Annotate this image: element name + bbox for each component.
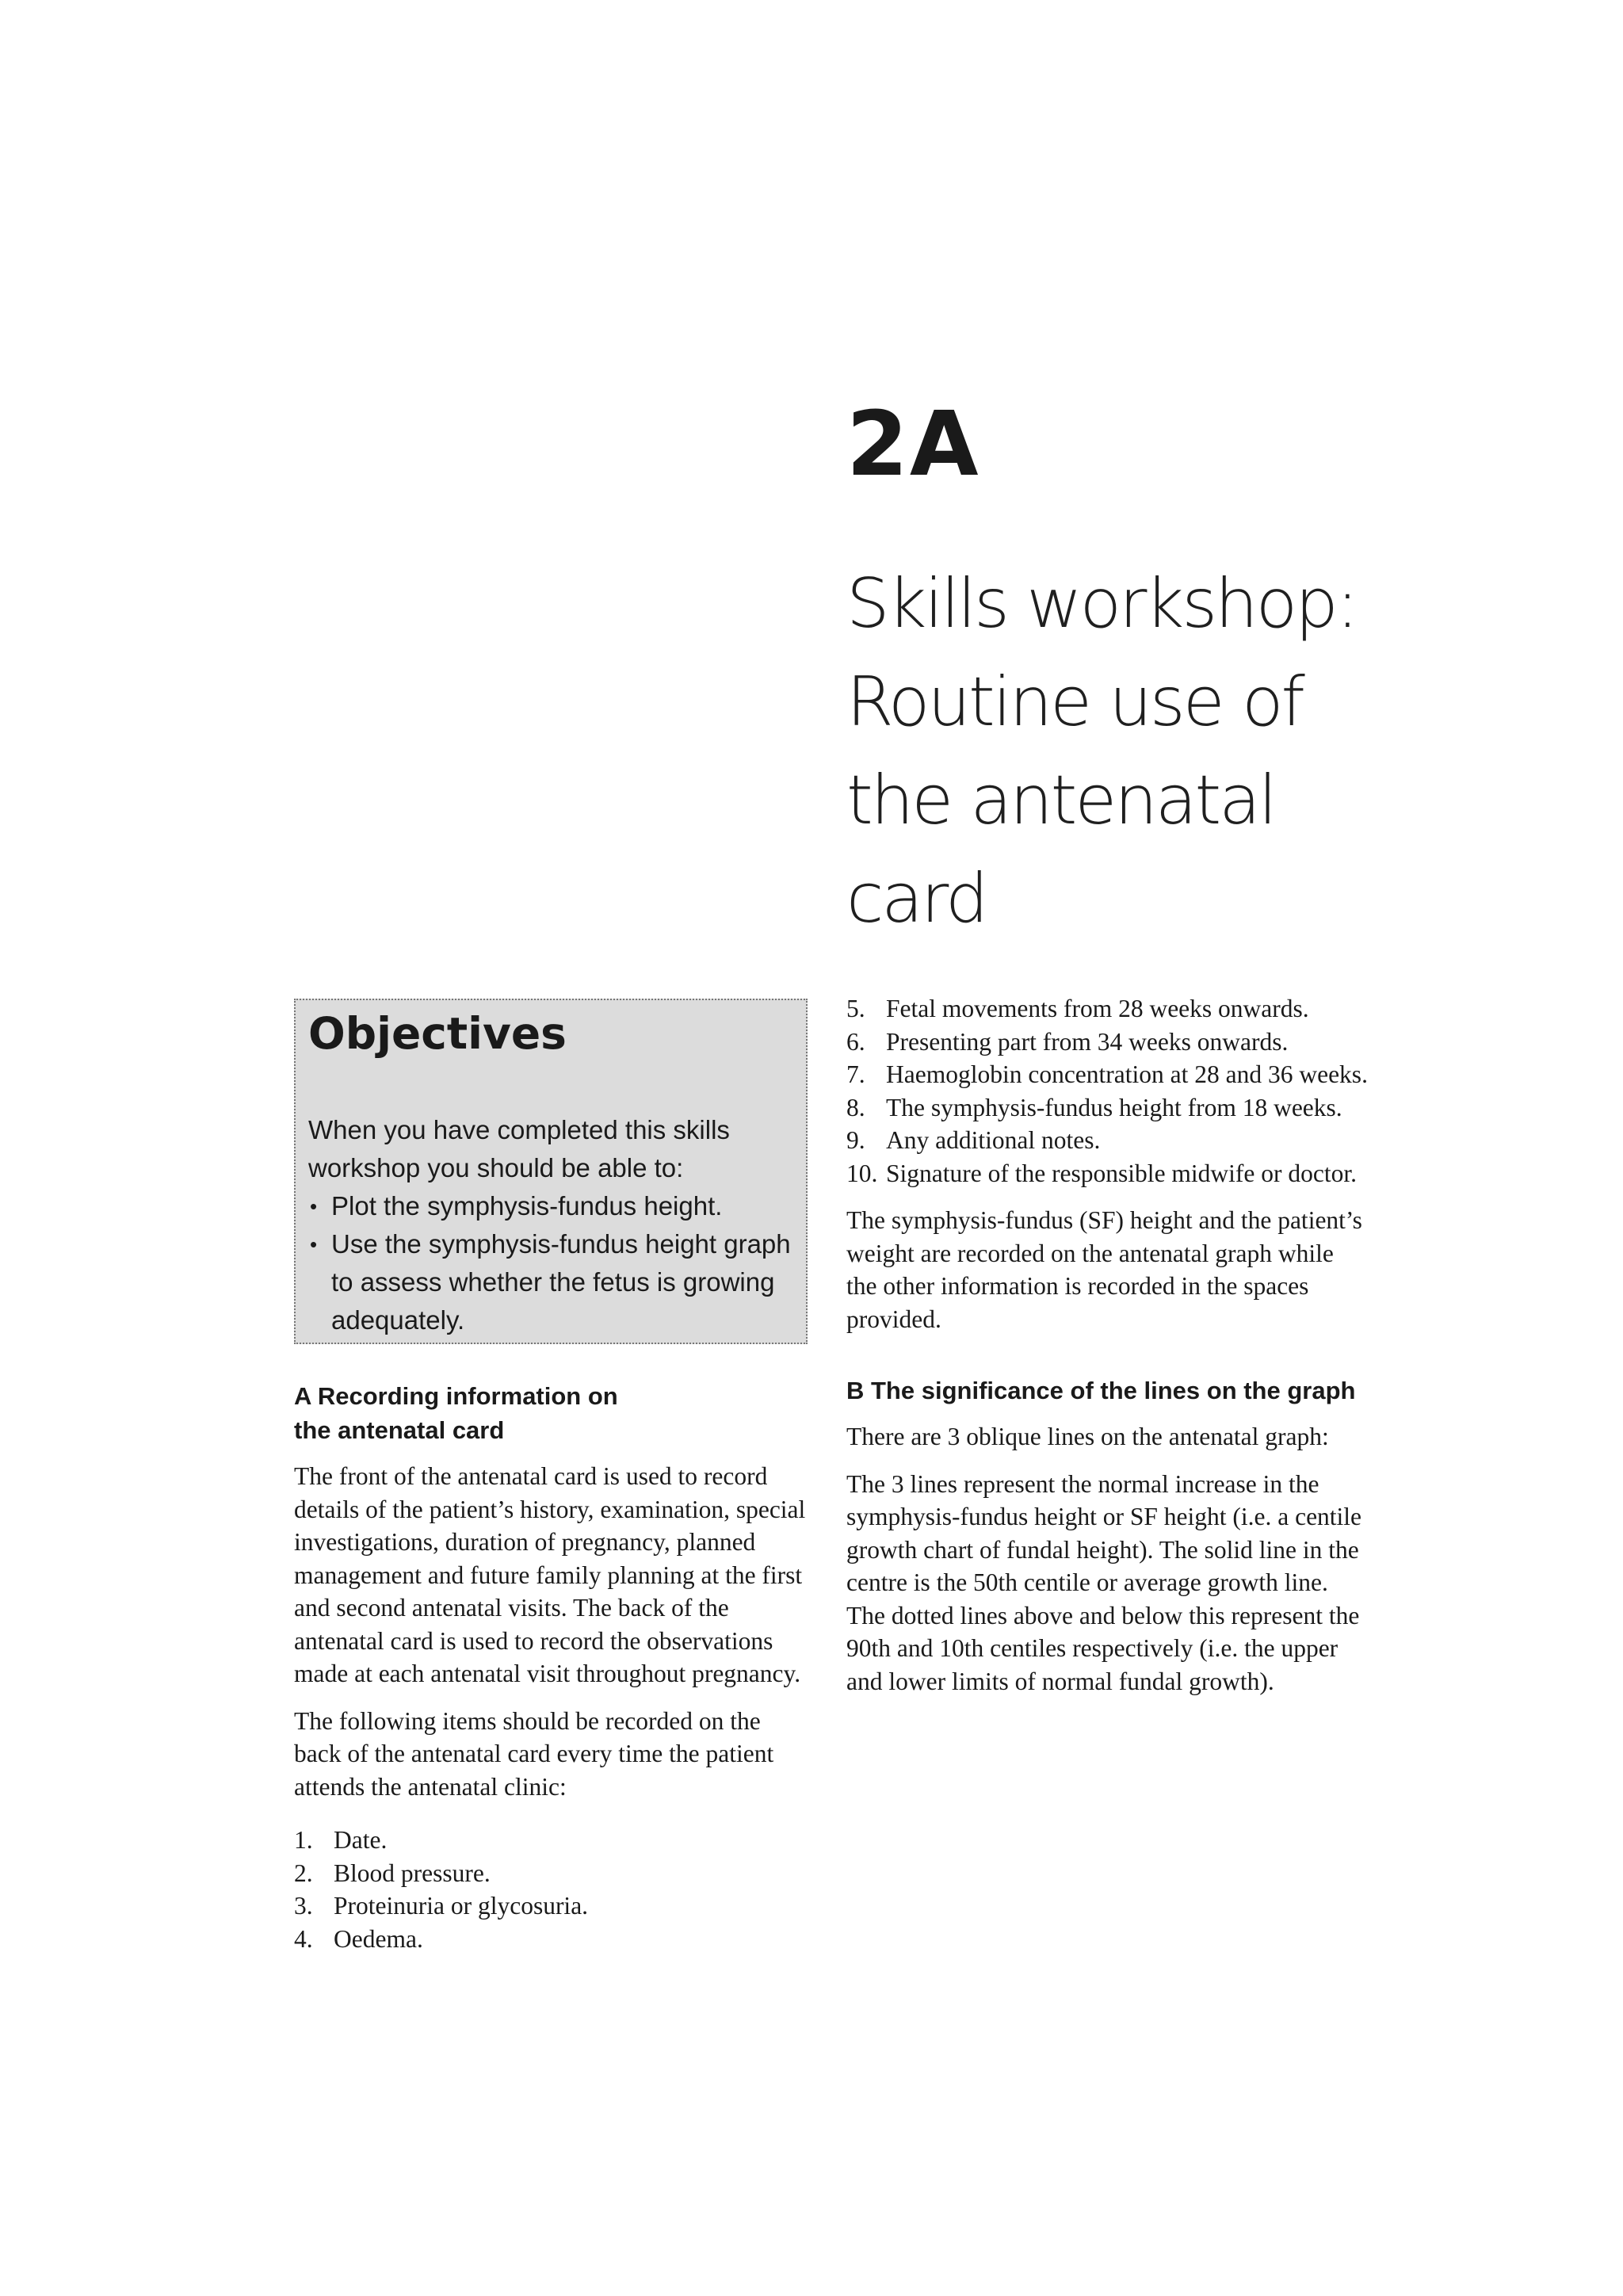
list-number: 6. xyxy=(846,1027,865,1056)
section-a-paragraph: The front of the antenatal card is used to record details of the patient’s history, examination, special investigations, duration of pregnancy, planned management and future family planning at the first and second antenatal visits. The back of the antenatal card is used to record the observations made at each antenatal visit throughout pregnancy. xyxy=(294,1462,806,1687)
list-item xyxy=(846,1058,1369,1091)
list-item xyxy=(846,1026,1369,1059)
list-text: The symphysis-fundus height from 18 weeks. xyxy=(886,1093,1342,1121)
section-b-paragraph: There are 3 oblique lines on the antenatal graph: xyxy=(846,1423,1329,1450)
chapter-title-line: the antenatal xyxy=(846,761,1275,840)
chapter-title-line: card xyxy=(846,859,987,938)
chapter-title xyxy=(846,555,1560,948)
section-b-heading: B The significance of the lines on the graph xyxy=(846,1377,1356,1404)
list-number: 2. xyxy=(294,1859,313,1887)
list-number: 10. xyxy=(846,1159,878,1187)
chapter-title-line: Routine use of xyxy=(846,663,1303,742)
section-a-heading xyxy=(294,1379,809,1447)
list-item xyxy=(294,1824,809,1857)
section-a-heading-line: A Recording information on xyxy=(294,1382,618,1410)
list-number: 5. xyxy=(846,995,865,1022)
objectives-box xyxy=(294,999,808,1344)
objectives-list xyxy=(308,1187,800,1339)
list-number: 1. xyxy=(294,1826,313,1854)
list-number: 4. xyxy=(294,1924,313,1953)
list-text: Oedema. xyxy=(334,1924,423,1953)
left-column xyxy=(294,1379,809,1955)
list-number: 3. xyxy=(294,1892,313,1920)
list-item xyxy=(846,1091,1369,1125)
list-item xyxy=(294,1923,809,1956)
list-item xyxy=(294,1889,809,1923)
right-column xyxy=(846,992,1369,1698)
recorded-items-list xyxy=(294,1824,809,1955)
objective-item: • Use the symphysis-fundus height graph to assess whether the fetus is growing adequately. xyxy=(308,1225,800,1339)
recorded-items-list-continued xyxy=(846,992,1369,1190)
section-a-continued-paragraph: The symphysis-fundus (SF) height and the patient’s weight are recorded on the antenatal graph while the other information is recorded in the spaces provided. xyxy=(846,1206,1362,1333)
list-text: Date. xyxy=(334,1826,388,1854)
chapter-number: 2A xyxy=(846,393,980,496)
list-text: Signature of the responsible midwife or doctor. xyxy=(886,1159,1357,1187)
list-text: Proteinuria or glycosuria. xyxy=(334,1892,589,1920)
objectives-heading: Objectives xyxy=(308,1008,567,1059)
section-b-paragraph: The 3 lines represent the normal increase in the symphysis-fundus height or SF height (i.e. a centile growth chart of fundal height). The solid line in the centre is the 50th centile or average growth line. The dotted lines above and below this represent the 90th and 10th centiles respectively (i.e. the upper and lower limits of normal fundal growth). xyxy=(846,1469,1362,1695)
list-text: Presenting part from 34 weeks onwards. xyxy=(886,1027,1289,1056)
list-text: Fetal movements from 28 weeks onwards. xyxy=(886,995,1309,1022)
list-item xyxy=(846,1124,1369,1157)
list-item xyxy=(846,1157,1369,1190)
list-number: 8. xyxy=(846,1093,865,1121)
chapter-title-line: Skills workshop: xyxy=(846,564,1357,644)
objectives-intro: When you have completed this skills workshop you should be able to: xyxy=(308,1115,730,1182)
list-text: Haemoglobin concentration at 28 and 36 weeks. xyxy=(886,1060,1368,1088)
section-a-paragraph: The following items should be recorded on the back of the antenatal card every time the patient attends the antenatal clinic: xyxy=(294,1706,774,1801)
list-item xyxy=(294,1857,809,1890)
section-a-heading-line: the antenatal card xyxy=(294,1416,505,1444)
list-item xyxy=(846,992,1369,1026)
list-text: Any additional notes. xyxy=(886,1126,1101,1154)
list-text: Blood pressure. xyxy=(334,1859,491,1887)
list-number: 7. xyxy=(846,1060,865,1088)
objective-item: • Plot the symphysis-fundus height. xyxy=(308,1187,800,1225)
list-number: 9. xyxy=(846,1126,865,1154)
